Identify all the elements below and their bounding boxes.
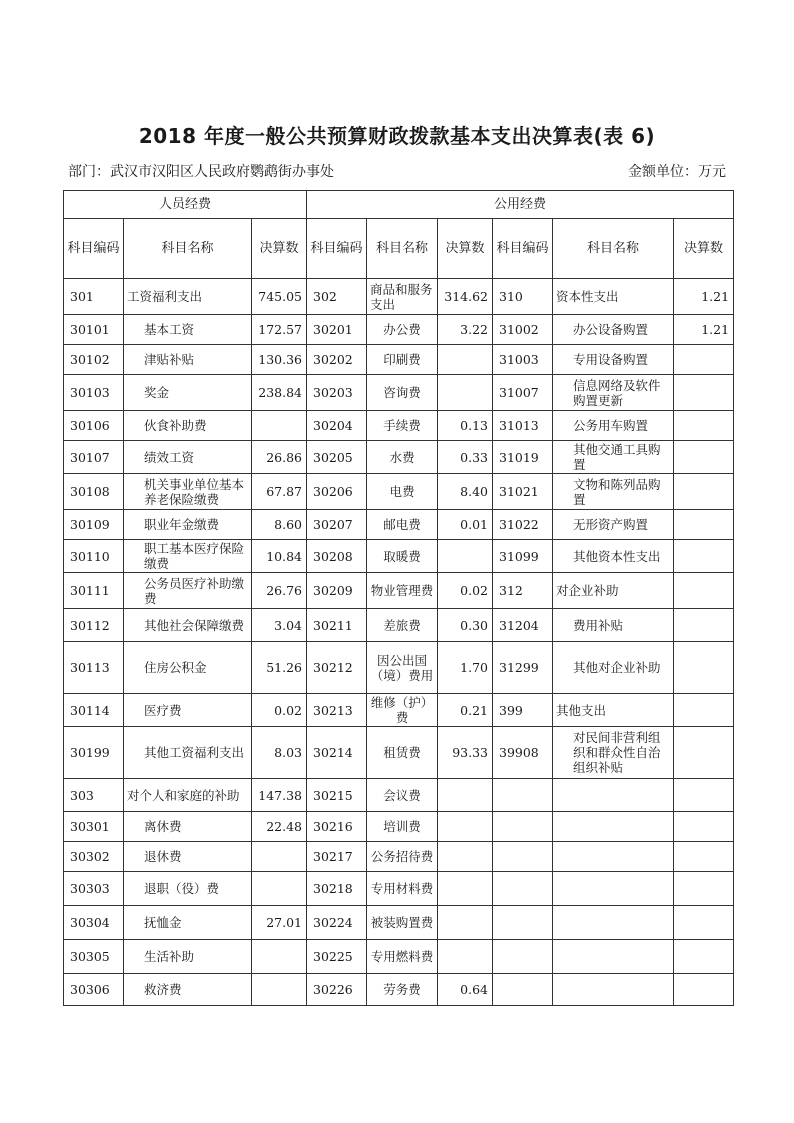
subject-code: 30215 <box>307 779 367 812</box>
subject-code <box>493 779 553 812</box>
subject-code: 30109 <box>64 510 124 540</box>
subject-name: 水费 <box>367 441 438 474</box>
subject-code: 30224 <box>307 906 367 940</box>
subject-name <box>553 812 674 842</box>
amount-value <box>674 974 734 1006</box>
subject-code: 30111 <box>64 573 124 609</box>
subject-name: 其他支出 <box>553 694 674 727</box>
subject-code: 302 <box>307 279 367 315</box>
amount-value: 8.60 <box>252 510 307 540</box>
subject-name <box>553 906 674 940</box>
subject-name: 基本工资 <box>124 315 252 345</box>
amount-value <box>252 411 307 441</box>
amount-value <box>438 345 493 375</box>
table-row <box>64 779 734 812</box>
table-row <box>64 694 734 727</box>
subject-code: 31099 <box>493 540 553 573</box>
subject-name: 对企业补助 <box>553 573 674 609</box>
subject-name: 津贴补贴 <box>124 345 252 375</box>
subject-name: 资本性支出 <box>553 279 674 315</box>
subject-name: 救济费 <box>124 974 252 1006</box>
subject-name: 无形资产购置 <box>553 510 674 540</box>
amount-value <box>674 694 734 727</box>
subject-code: 301 <box>64 279 124 315</box>
subject-name: 文物和陈列品购置 <box>553 474 674 510</box>
amount-value <box>674 727 734 779</box>
table-row <box>64 609 734 642</box>
amount-value: 22.48 <box>252 812 307 842</box>
subject-name: 其他交通工具购置 <box>553 441 674 474</box>
table-row <box>64 411 734 441</box>
subject-name: 其他工资福利支出 <box>124 727 252 779</box>
subject-code: 30107 <box>64 441 124 474</box>
subject-name: 医疗费 <box>124 694 252 727</box>
table-row <box>64 441 734 474</box>
subject-name: 退休费 <box>124 842 252 872</box>
subject-name <box>553 940 674 974</box>
subject-code: 30214 <box>307 727 367 779</box>
amount-value <box>674 510 734 540</box>
amount-value: 172.57 <box>252 315 307 345</box>
table-row <box>64 315 734 345</box>
subject-name <box>553 974 674 1006</box>
subject-name: 劳务费 <box>367 974 438 1006</box>
subject-code: 30110 <box>64 540 124 573</box>
subject-code: 30306 <box>64 974 124 1006</box>
subject-code: 30206 <box>307 474 367 510</box>
amount-value <box>252 974 307 1006</box>
subject-code: 30201 <box>307 315 367 345</box>
subject-code: 30103 <box>64 375 124 411</box>
subject-code: 30304 <box>64 906 124 940</box>
subject-name: 被装购置费 <box>367 906 438 940</box>
subject-name: 取暖费 <box>367 540 438 573</box>
header-code: 科目编码 <box>64 219 124 279</box>
subject-name: 绩效工资 <box>124 441 252 474</box>
amount-value: 26.76 <box>252 573 307 609</box>
amount-value: 0.21 <box>438 694 493 727</box>
amount-value <box>252 842 307 872</box>
department-label: 部门：武汉市汉阳区人民政府鹦鹉街办事处 <box>68 164 334 180</box>
subject-code: 30213 <box>307 694 367 727</box>
expenditure-table <box>63 190 734 1006</box>
amount-value <box>674 872 734 906</box>
subject-code <box>493 842 553 872</box>
subject-name: 维修（护）费 <box>367 694 438 727</box>
subject-code: 30102 <box>64 345 124 375</box>
subject-code: 30108 <box>64 474 124 510</box>
subject-code: 30217 <box>307 842 367 872</box>
table-row <box>64 940 734 974</box>
amount-value: 238.84 <box>252 375 307 411</box>
subject-name: 咨询费 <box>367 375 438 411</box>
subject-name: 其他对企业补助 <box>553 642 674 694</box>
subject-name: 对民间非营利组织和群众性自治组织补贴 <box>553 727 674 779</box>
subject-code: 31003 <box>493 345 553 375</box>
subject-code: 30208 <box>307 540 367 573</box>
amount-value <box>674 573 734 609</box>
subject-code: 303 <box>64 779 124 812</box>
header-amount: 决算数 <box>438 219 493 279</box>
page-title: 2018 年度一般公共预算财政拨款基本支出决算表(表 6) <box>138 124 656 148</box>
table-row <box>64 474 734 510</box>
amount-value: 3.22 <box>438 315 493 345</box>
subject-code: 30301 <box>64 812 124 842</box>
subject-name: 机关事业单位基本养老保险缴费 <box>124 474 252 510</box>
table-row <box>64 906 734 940</box>
amount-value <box>674 642 734 694</box>
subject-name: 培训费 <box>367 812 438 842</box>
table-row <box>64 510 734 540</box>
subject-code: 30205 <box>307 441 367 474</box>
subject-name: 抚恤金 <box>124 906 252 940</box>
subject-name <box>553 842 674 872</box>
amount-value: 0.02 <box>438 573 493 609</box>
subject-code <box>493 940 553 974</box>
amount-value <box>438 812 493 842</box>
subject-code: 31019 <box>493 441 553 474</box>
subject-name: 奖金 <box>124 375 252 411</box>
table-row <box>64 727 734 779</box>
subject-name: 职工基本医疗保险缴费 <box>124 540 252 573</box>
subject-code: 30101 <box>64 315 124 345</box>
subject-code: 30211 <box>307 609 367 642</box>
subject-name: 办公费 <box>367 315 438 345</box>
amount-value: 0.30 <box>438 609 493 642</box>
subject-code: 30225 <box>307 940 367 974</box>
amount-value: 0.02 <box>252 694 307 727</box>
subject-name: 公务招待费 <box>367 842 438 872</box>
subject-code: 399 <box>493 694 553 727</box>
subject-name: 公务用车购置 <box>553 411 674 441</box>
subject-code: 30203 <box>307 375 367 411</box>
subject-code <box>493 974 553 1006</box>
header-code: 科目编码 <box>307 219 367 279</box>
amount-value <box>674 779 734 812</box>
subject-name: 退职（役）费 <box>124 872 252 906</box>
amount-value: 0.01 <box>438 510 493 540</box>
amount-value: 130.36 <box>252 345 307 375</box>
subject-name: 对个人和家庭的补助 <box>124 779 252 812</box>
amount-value <box>438 375 493 411</box>
table-row <box>64 279 734 315</box>
amount-value: 26.86 <box>252 441 307 474</box>
subject-name: 职业年金缴费 <box>124 510 252 540</box>
amount-value: 1.70 <box>438 642 493 694</box>
subject-name: 商品和服务支出 <box>367 279 438 315</box>
amount-value <box>438 940 493 974</box>
subject-name: 离休费 <box>124 812 252 842</box>
header-code: 科目编码 <box>493 219 553 279</box>
subject-name: 差旅费 <box>367 609 438 642</box>
amount-value: 0.64 <box>438 974 493 1006</box>
subject-name: 其他资本性支出 <box>553 540 674 573</box>
amount-value: 8.03 <box>252 727 307 779</box>
amount-value: 314.62 <box>438 279 493 315</box>
subject-code: 30199 <box>64 727 124 779</box>
subject-name: 会议费 <box>367 779 438 812</box>
amount-value: 3.04 <box>252 609 307 642</box>
subject-code: 312 <box>493 573 553 609</box>
subject-name: 伙食补助费 <box>124 411 252 441</box>
subject-code: 31299 <box>493 642 553 694</box>
amount-value <box>674 906 734 940</box>
subject-name: 专用设备购置 <box>553 345 674 375</box>
table-row <box>64 842 734 872</box>
amount-value: 147.38 <box>252 779 307 812</box>
subject-name: 邮电费 <box>367 510 438 540</box>
subject-code <box>493 812 553 842</box>
subject-code: 30212 <box>307 642 367 694</box>
unit-label: 金额单位：万元 <box>628 164 726 180</box>
subject-code: 31021 <box>493 474 553 510</box>
subject-code: 31007 <box>493 375 553 411</box>
amount-value <box>674 375 734 411</box>
subject-code: 30305 <box>64 940 124 974</box>
subject-name: 信息网络及软件购置更新 <box>553 375 674 411</box>
amount-value <box>674 345 734 375</box>
amount-value <box>674 474 734 510</box>
subject-code: 31013 <box>493 411 553 441</box>
amount-value: 745.05 <box>252 279 307 315</box>
table-row <box>64 345 734 375</box>
subject-name: 费用补贴 <box>553 609 674 642</box>
subject-name: 其他社会保障缴费 <box>124 609 252 642</box>
subject-name: 专用材料费 <box>367 872 438 906</box>
table-row <box>64 375 734 411</box>
subject-name <box>553 872 674 906</box>
subject-code: 31002 <box>493 315 553 345</box>
subject-name: 专用燃料费 <box>367 940 438 974</box>
amount-value: 67.87 <box>252 474 307 510</box>
amount-value <box>674 609 734 642</box>
subject-code: 30204 <box>307 411 367 441</box>
table-row <box>64 642 734 694</box>
header-amount: 决算数 <box>252 219 307 279</box>
subject-name: 印刷费 <box>367 345 438 375</box>
subject-code: 30303 <box>64 872 124 906</box>
table-row <box>64 872 734 906</box>
amount-value <box>438 842 493 872</box>
subject-name: 租赁费 <box>367 727 438 779</box>
subject-code: 30209 <box>307 573 367 609</box>
header-name: 科目名称 <box>367 219 438 279</box>
subject-code: 31204 <box>493 609 553 642</box>
subject-code: 30216 <box>307 812 367 842</box>
header-name: 科目名称 <box>124 219 252 279</box>
amount-value: 1.21 <box>674 315 734 345</box>
group-header-personnel: 人员经费 <box>64 191 307 219</box>
subject-code <box>493 872 553 906</box>
subject-code: 30207 <box>307 510 367 540</box>
subject-code: 30106 <box>64 411 124 441</box>
amount-value <box>674 411 734 441</box>
amount-value: 51.26 <box>252 642 307 694</box>
amount-value <box>674 441 734 474</box>
header-amount: 决算数 <box>674 219 734 279</box>
amount-value: 1.21 <box>674 279 734 315</box>
subject-name: 公务员医疗补助缴费 <box>124 573 252 609</box>
table-row <box>64 573 734 609</box>
subject-code: 30218 <box>307 872 367 906</box>
amount-value <box>252 940 307 974</box>
amount-value <box>438 906 493 940</box>
amount-value <box>438 872 493 906</box>
group-header-public: 公用经费 <box>307 191 734 219</box>
amount-value: 0.33 <box>438 441 493 474</box>
amount-value: 10.84 <box>252 540 307 573</box>
subject-name: 住房公积金 <box>124 642 252 694</box>
table-row <box>64 812 734 842</box>
subject-code: 30113 <box>64 642 124 694</box>
amount-value: 0.13 <box>438 411 493 441</box>
table-row <box>64 540 734 573</box>
amount-value <box>438 779 493 812</box>
amount-value: 8.40 <box>438 474 493 510</box>
subject-code <box>493 906 553 940</box>
subject-code: 30226 <box>307 974 367 1006</box>
amount-value: 93.33 <box>438 727 493 779</box>
subject-name: 物业管理费 <box>367 573 438 609</box>
amount-value <box>674 842 734 872</box>
subject-name: 生活补助 <box>124 940 252 974</box>
header-name: 科目名称 <box>553 219 674 279</box>
subject-name: 工资福利支出 <box>124 279 252 315</box>
amount-value: 27.01 <box>252 906 307 940</box>
subject-name: 手续费 <box>367 411 438 441</box>
subject-code: 310 <box>493 279 553 315</box>
subject-name: 电费 <box>367 474 438 510</box>
amount-value <box>674 540 734 573</box>
subject-code: 30302 <box>64 842 124 872</box>
amount-value <box>252 872 307 906</box>
subject-name: 办公设备购置 <box>553 315 674 345</box>
subject-code: 30202 <box>307 345 367 375</box>
subject-name <box>553 779 674 812</box>
subject-name: 因公出国（境）费用 <box>367 642 438 694</box>
subject-code: 31022 <box>493 510 553 540</box>
amount-value <box>674 940 734 974</box>
subject-code: 30114 <box>64 694 124 727</box>
subject-code: 30112 <box>64 609 124 642</box>
table-row <box>64 974 734 1006</box>
amount-value <box>438 540 493 573</box>
subject-code: 39908 <box>493 727 553 779</box>
amount-value <box>674 812 734 842</box>
